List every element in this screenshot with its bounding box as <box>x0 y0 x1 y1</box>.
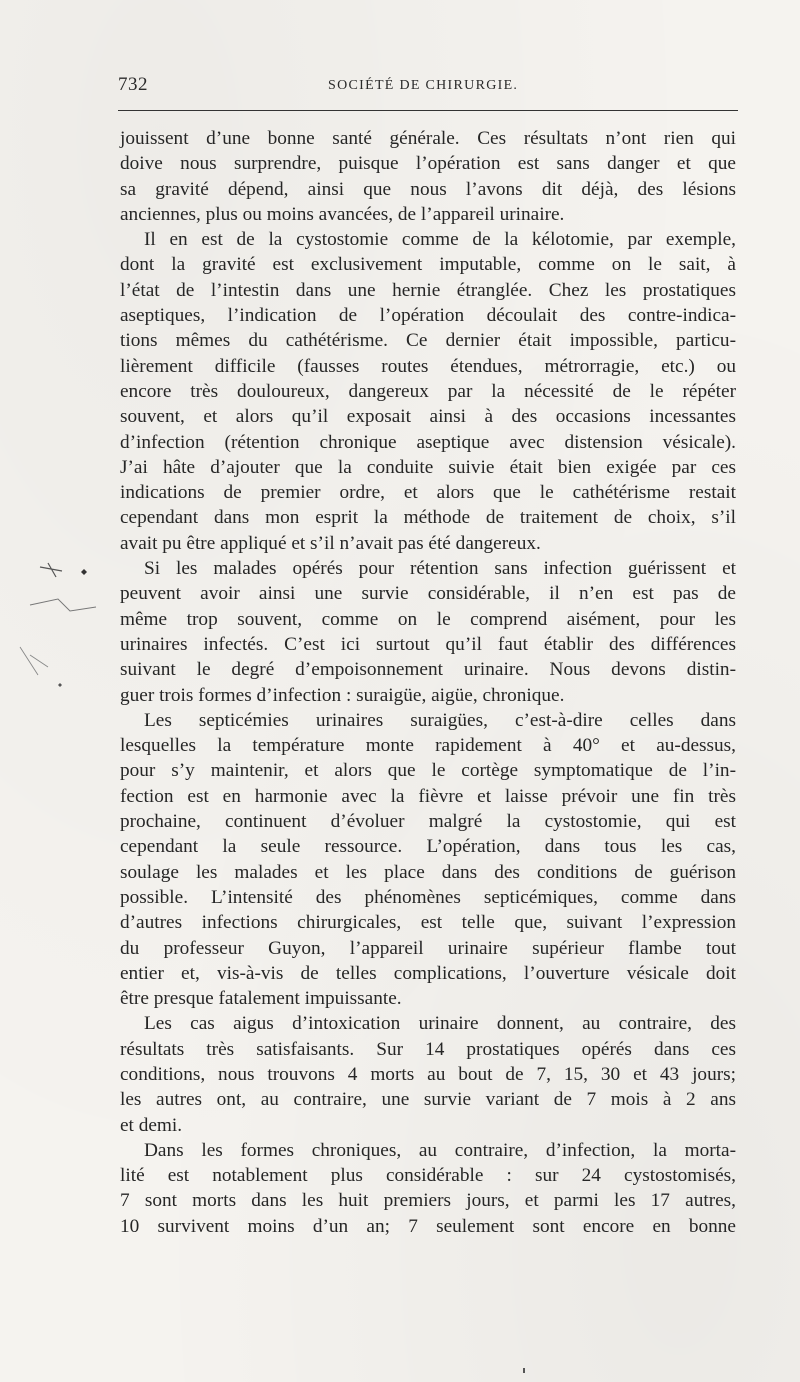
text-line: Il en est de la cystostomie comme de la kélotomie, par exemple, <box>144 229 736 251</box>
page-speck <box>523 1368 525 1373</box>
text-line: les autres ont, au contraire, une survie variant de 7 mois à 2 ans <box>120 1089 736 1111</box>
text-line: jouissent d’une bonne santé générale. Ces résultats n’ont rien qui <box>120 128 736 149</box>
text-line: encore très douloureux, dangereux par la nécessité de le répéter <box>120 380 736 402</box>
text-line: d’autres infections chirurgicales, est telle que, suivant l’expression <box>120 912 736 934</box>
text-line: lité est notablement plus considérable : sur 24 cystostomisés, <box>120 1165 736 1187</box>
margin-pencil-marks <box>0 555 115 695</box>
text-line: pour s’y maintenir, et alors que le cortège symptomatique de l’in- <box>120 760 736 782</box>
text-line: guer trois formes d’infection : suraigüe, aigüe, chronique. <box>120 684 565 706</box>
text-line: prochaine, continuent d’évoluer malgré la cystostomie, qui est <box>120 811 736 833</box>
text-line: Les cas aigus d’intoxication urinaire donnent, au contraire, des <box>144 1013 736 1035</box>
text-line: conditions, nous trouvons 4 morts au bout de 7, 15, 30 et 43 jours; <box>120 1063 736 1085</box>
text-line: souvent, et alors qu’il exposait ainsi à des occasions incessantes <box>120 406 736 428</box>
text-line: aseptiques, l’indication de l’opération découlait des contre-indica- <box>120 305 736 327</box>
text-line: possible. L’intensité des phénomènes septicémiques, comme dans <box>120 886 736 908</box>
text-line: 7 sont morts dans les huit premiers jours, et parmi les 17 autres, <box>120 1190 736 1212</box>
text-line: suivant le degré d’empoisonnement urinaire. Nous devons distin- <box>120 659 736 681</box>
header-rule <box>118 110 738 111</box>
text-line: et demi. <box>120 1114 183 1136</box>
text-line: d’infection (rétention chronique aseptique avec distension vésicale). <box>120 431 736 453</box>
text-line: avait pu être appliqué et s’il n’avait pas été dangereux. <box>120 532 541 554</box>
text-line: cependant dans mon esprit la méthode de traitement de choix, s’il <box>120 507 736 529</box>
text-line: Dans les formes chroniques, au contraire, d’infection, la morta- <box>144 1139 736 1161</box>
text-line: lièrement difficile (fausses routes étendues, métrorragie, etc.) ou <box>120 355 736 377</box>
text-line: fection est en harmonie avec la fièvre et laisse prévoir une fin très <box>120 785 736 807</box>
page-number: 732 <box>118 74 148 95</box>
text-line: urinaires infectés. C’est ici surtout qu’il faut établir des différences <box>120 633 736 655</box>
text-line: indications de premier ordre, et alors que le cathétérisme restait <box>120 482 736 504</box>
body-text <box>120 126 736 1239</box>
running-title: SOCIÉTÉ DE CHIRURGIE. <box>328 78 519 93</box>
text-line: du professeur Guyon, l’appareil urinaire supérieur flambe tout <box>120 937 736 959</box>
text-line: soulage les malades et les place dans des conditions de guérison <box>120 861 736 883</box>
text-line: J’ai hâte d’ajouter que la conduite suivie était bien exigée par ces <box>120 456 736 478</box>
text-line: entier et, vis-à-vis de telles complications, l’ouverture vésicale doit <box>120 962 736 984</box>
text-line: doive nous surprendre, puisque l’opération est sans danger et que <box>120 153 736 175</box>
text-line: l’état de l’intestin dans une hernie étranglée. Chez les prostatiques <box>120 279 736 301</box>
text-line: 10 survivent moins d’un an; 7 seulement sont encore en bonne <box>120 1215 736 1237</box>
text-line: peuvent avoir ainsi une survie considérable, il n’en est pas de <box>120 583 736 605</box>
text-line: résultats très satisfaisants. Sur 14 prostatiques opérés dans ces <box>120 1038 736 1060</box>
page-header <box>118 74 738 98</box>
text-line: dont la gravité est exclusivement imputable, comme on le sait, à <box>120 254 736 276</box>
text-line: même trop souvent, comme on le comprend aisément, pour les <box>120 608 736 630</box>
text-line: anciennes, plus ou moins avancées, de l’appareil urinaire. <box>120 203 565 225</box>
text-line: sa gravité dépend, ainsi que nous l’avons dit déjà, des lésions <box>120 178 736 200</box>
text-line: cependant la seule ressource. L’opération, dans tous les cas, <box>120 836 736 858</box>
text-line: Si les malades opérés pour rétention sans infection guérissent et <box>144 558 736 580</box>
text-line: tions mêmes du cathétérisme. Ce dernier était impossible, particu- <box>120 330 736 352</box>
text-line: Les septicémies urinaires suraigües, c’est-à-dire celles dans <box>144 709 736 731</box>
text-line: être presque fatalement impuissante. <box>120 988 402 1010</box>
text-line: lesquelles la température monte rapidement à 40° et au-dessus, <box>120 735 736 757</box>
